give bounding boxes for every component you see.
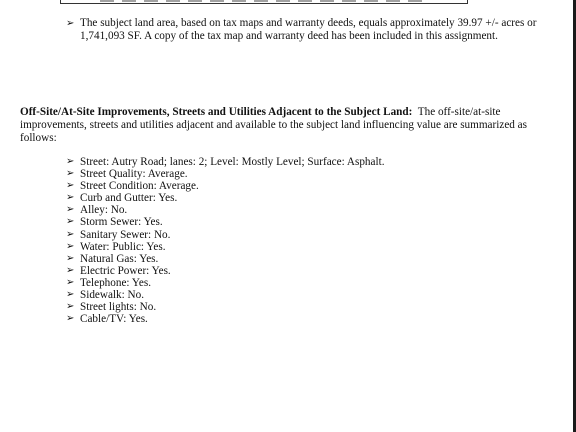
- list-item-text: Telephone: Yes.: [80, 276, 151, 289]
- list-item: [66, 301, 385, 313]
- list-item-text: Curb and Gutter: Yes.: [80, 192, 178, 205]
- list-item-text: Street: Autry Road; lanes: 2; Level: Mostly Level; Surface: Asphalt.: [80, 156, 385, 168]
- arrow-bullet-icon: ➢: [66, 18, 75, 29]
- list-item-text: Street lights: No.: [80, 301, 157, 314]
- offsite-heading: Off-Site/At-Site Improvements, Streets and Utilities Adjacent to the Subject Land:: [20, 106, 413, 118]
- list-item: [66, 204, 385, 216]
- offsite-paragraph: [20, 106, 550, 145]
- arrow-bullet-icon: ➢: [66, 264, 75, 276]
- list-item: [66, 241, 385, 253]
- list-item-text: Water: Public: Yes.: [80, 240, 166, 253]
- arrow-bullet-icon: ➢: [66, 240, 75, 252]
- arrow-bullet-icon: ➢: [66, 228, 75, 240]
- land-area-paragraph: [66, 17, 556, 43]
- arrow-bullet-icon: ➢: [66, 180, 75, 192]
- list-item: [66, 180, 385, 192]
- list-item-text: Natural Gas: Yes.: [80, 252, 159, 265]
- arrow-bullet-icon: ➢: [66, 204, 75, 216]
- list-item: [66, 216, 385, 228]
- improvements-list: [66, 156, 385, 325]
- arrow-bullet-icon: ➢: [66, 301, 75, 313]
- list-item: [66, 156, 385, 168]
- arrow-bullet-icon: ➢: [66, 168, 75, 180]
- arrow-bullet-icon: ➢: [66, 216, 75, 228]
- list-item: [66, 277, 385, 289]
- list-item: [66, 253, 385, 265]
- arrow-bullet-icon: ➢: [66, 252, 75, 264]
- list-item-text: Alley: No.: [80, 204, 128, 217]
- arrow-bullet-icon: ➢: [66, 289, 75, 301]
- list-item-text: Street Condition: Average.: [80, 180, 199, 193]
- list-item: [66, 229, 385, 241]
- list-item: [66, 265, 385, 277]
- list-item-text: Sanitary Sewer: No.: [80, 228, 171, 241]
- list-item: [66, 289, 385, 301]
- land-area-text: The subject land area, based on tax maps and warranty deeds, equals approximately 39.97 +/- acres or 1,741,093 SF. A copy of the tax map and warranty deed has been included in this assignment.: [80, 17, 537, 42]
- list-item: [66, 168, 385, 180]
- list-item: [66, 313, 385, 325]
- top-obscured-text: [100, 0, 430, 2]
- arrow-bullet-icon: ➢: [66, 156, 75, 167]
- arrow-bullet-icon: ➢: [66, 192, 75, 204]
- list-item-text: Cable/TV: Yes.: [80, 313, 148, 326]
- list-item-text: Street Quality: Average.: [80, 168, 188, 181]
- list-item: [66, 192, 385, 204]
- arrow-bullet-icon: ➢: [66, 313, 75, 325]
- list-item-text: Electric Power: Yes.: [80, 264, 171, 277]
- offsite-intro: The off-site/at-site improvements, streets and utilities adjacent and available to the subject land influencing value are summarized as follows:: [20, 106, 527, 144]
- list-item-text: Sidewalk: No.: [80, 289, 145, 302]
- arrow-bullet-icon: ➢: [66, 276, 75, 288]
- list-item-text: Storm Sewer: Yes.: [80, 216, 163, 229]
